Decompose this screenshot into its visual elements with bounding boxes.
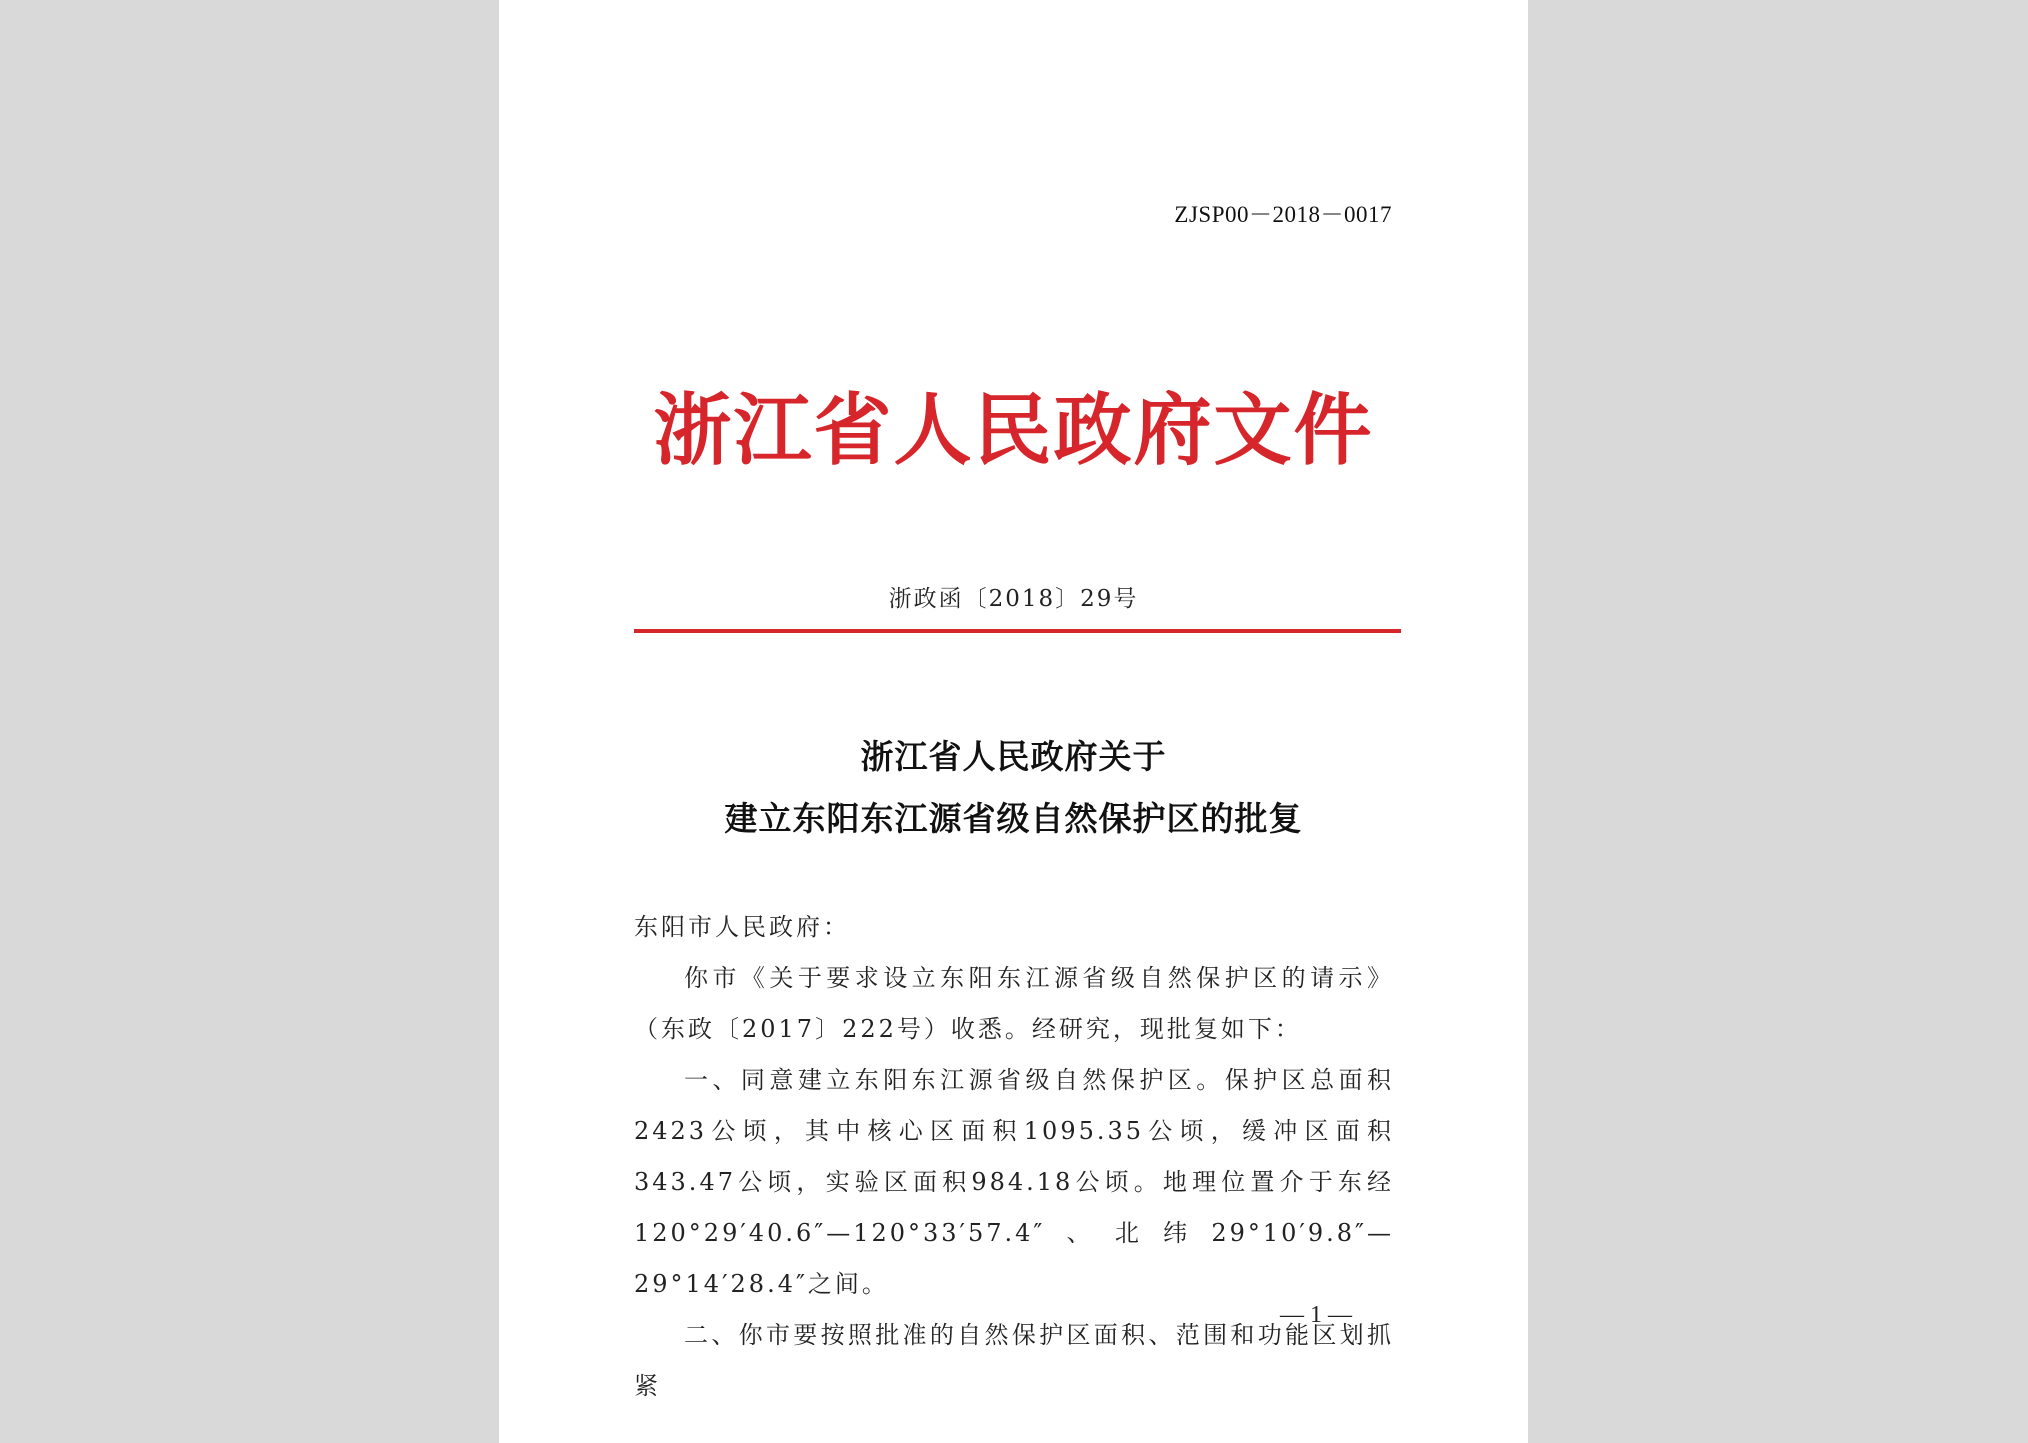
body-paragraph: 一、同意建立东阳东江源省级自然保护区。保护区总面积2423公顷，其中核心区面积1095.35公顷，缓冲区面积343.47公顷，实验区面积984.18公顷。地理位置介于东经120°29′40.6″—120°33′57.4″、北纬29°10′9.8″—29°14′28.4″之间。 [634, 1066, 1394, 1298]
addressee: 东阳市人民政府： [634, 913, 850, 941]
body-paragraph: 你市《关于要求设立东阳东江源省级自然保护区的请示》（东政〔2017〕222号）收悉。经研究，现批复如下： [634, 964, 1394, 1043]
document-body [634, 902, 1394, 1412]
page-number: — 1 — [1280, 1302, 1352, 1328]
document-number: 浙政函〔2018〕29号 [888, 586, 1139, 612]
document-page [499, 0, 1528, 1443]
body-paragraph: 二、你市要按照批准的自然保护区面积、范围和功能区划抓紧 [634, 1321, 1394, 1400]
document-header: 浙江省人民政府文件 [653, 385, 1374, 476]
document-title-line-1: 浙江省人民政府关于 [860, 737, 1167, 776]
header-divider [634, 629, 1401, 633]
document-code: ZJSP00－2018－0017 [1174, 202, 1392, 227]
document-title-line-2: 建立东阳东江源省级自然保护区的批复 [724, 799, 1303, 838]
